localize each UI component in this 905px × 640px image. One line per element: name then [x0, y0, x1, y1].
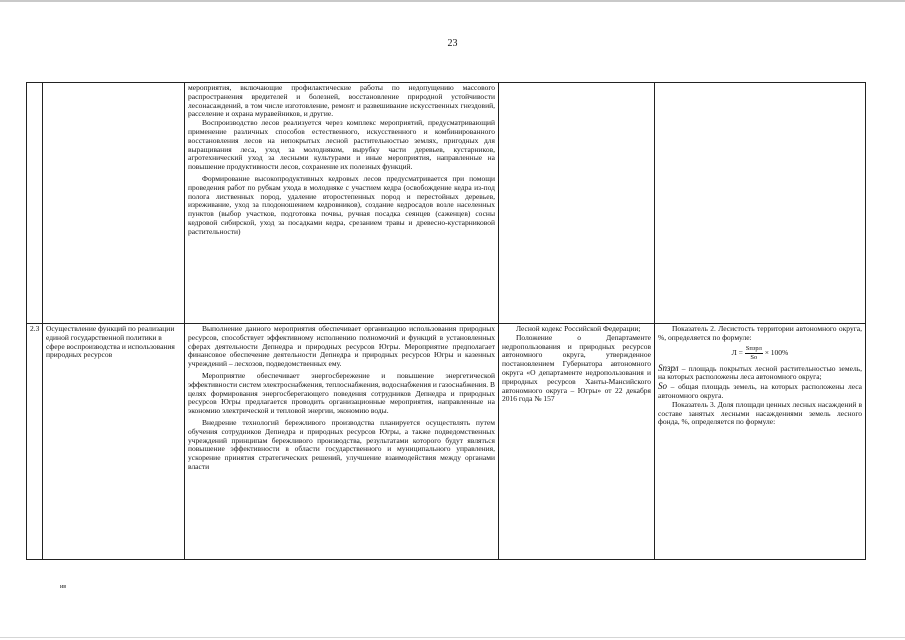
paragraph: Воспроизводство лесов реализуется через комплекс мероприятий, предусматривающий применение различных способов естественного, искусственного и комбинированного восстановления лесов на непокрытых лесной растительностью землях, пригодных для выращивания леса, уход за молодняком, вырубку части деревьев, кустарников, агротехнический уход за лесными культурами и иные мероприятия, направленные на повышение продуктивности лесов, сохранение их полезных функций.: [188, 118, 495, 172]
cell-name: [43, 83, 185, 324]
paragraph: Внедрение технологий бережливого производства планируется осуществлять путем обучения сотрудников Депнедра и природных ресурсов Югры, а также подведомственных учреждений принципам бережливого производства, результатами которого будут являться повышение эффективности в области государственного и муниципального управления, ускорение принятия стратегических решений, улучшение взаимодействия между органами власти: [188, 417, 495, 471]
forest-cover-formula: [658, 345, 862, 362]
formula-fraction: [745, 345, 763, 362]
formula-lhs: Л =: [731, 347, 745, 357]
formula-numerator: Sпзрл: [745, 344, 762, 352]
scan-edge-bottom: [0, 637, 905, 638]
paragraph: Выполнение данного мероприятия обеспечивает организацию использования природных ресурсов, способствует эффективному исполнению полномочий и функций в установленных сферах деятельности Депнедра и природных ресурсов Югры. Мероприятие предполагает финансовое обеспечение деятельности Депнедра и природных ресурсов Югры и казенных учреждений – лесхозов, подведомственных ему.: [188, 324, 495, 369]
symbol-definition: [658, 382, 862, 401]
cell-name: Осуществление функций по реализации единой государственной политики в сфере воспроизводства и использования природных ресурсов: [43, 324, 185, 560]
table-row-2-3: [27, 324, 866, 560]
cell-num: 2.3: [27, 324, 43, 560]
cell-description: [185, 83, 499, 324]
symbol-definition: [658, 364, 862, 383]
scan-edge-top: [0, 0, 905, 2]
cell-basis: [499, 83, 655, 324]
formula-tail: × 100%: [764, 347, 789, 357]
cell-indicators: [655, 324, 866, 560]
cell-description: [185, 324, 499, 560]
indicator-3-intro: Показатель 3. Доля площади ценных лесных насаждений в составе занятых лесными насаждениями земель лесного фонда, %, определяется по формуле:: [658, 399, 862, 427]
symbol-description: – общая площадь земель, на которых расположены леса автономного округа.: [658, 382, 862, 400]
table-row-continuation: [27, 83, 866, 324]
paragraph: Формирование высокопродуктивных кедровых лесов предусматривается при помощи проведения работ по рубкам ухода в молодняке с участием кедра (освобождение кедра из-под полога лиственных пород, удаление второстепенных пород и перестойных деревьев, изреживание, уход за плодоношением кедровников), создание кедросадов возле населенных пунктов (выбор участков, подготовка почвы, ручная посадка сеянцев (саженцев) сосны кедровой сибирской, уход за посадками кедра, срезанием травы и древесно-кустарниковой растительности): [188, 173, 495, 236]
paragraph: Лесной кодекс Российской Федерации;: [516, 324, 641, 333]
paragraph: Положение о Департаменте недропользования и природных ресурсов автономного округа, утвержденное постановлением Губернатора автономного округа «О департаменте недропользования и природных ресурсов Ханты-Мансийского автономного округа – Югры» от 22 декабря 2016 года № 157: [502, 332, 651, 404]
cell-basis: [499, 324, 655, 560]
paragraph: мероприятия, включающие профилактические работы по недопущению массового распространения вредителей и болезней, восстановление природной устойчивости лесонасаждений, в том числе изготовление, ремонт и развешивание искусственных гнездовий, расселение и охрана муравейников, и другие.: [188, 83, 495, 119]
paragraph: Мероприятие обеспечивает энергосбережение и повышение энергетической эффективности систем электроснабжения, теплоснабжения, водоснабжения и газоснабжения. В целях формирования энергосберегающего поведения сотрудников Депнедра и природных ресурсов Югры предлагается проводить организационные мероприятия, направленные на экономию электрической и тепловой энергии, экономию воды.: [188, 370, 495, 416]
page-number: 23: [447, 38, 458, 49]
indicator-2-intro: Показатель 2. Лесистость территории автономного округа, %, определяется по формуле:: [658, 324, 862, 342]
measures-table: [26, 82, 866, 560]
symbol-description: – площадь покрытых лесной растительностью земель, на которых расположены леса автономного округа;: [658, 363, 862, 382]
symbol: Sпзрл: [658, 362, 679, 373]
symbol: Sо: [658, 381, 667, 392]
formula-denominator: Sо: [750, 353, 758, 361]
cell-num: [27, 83, 43, 324]
footer-mark: ив: [60, 584, 67, 590]
cell-indicators: [655, 83, 866, 324]
